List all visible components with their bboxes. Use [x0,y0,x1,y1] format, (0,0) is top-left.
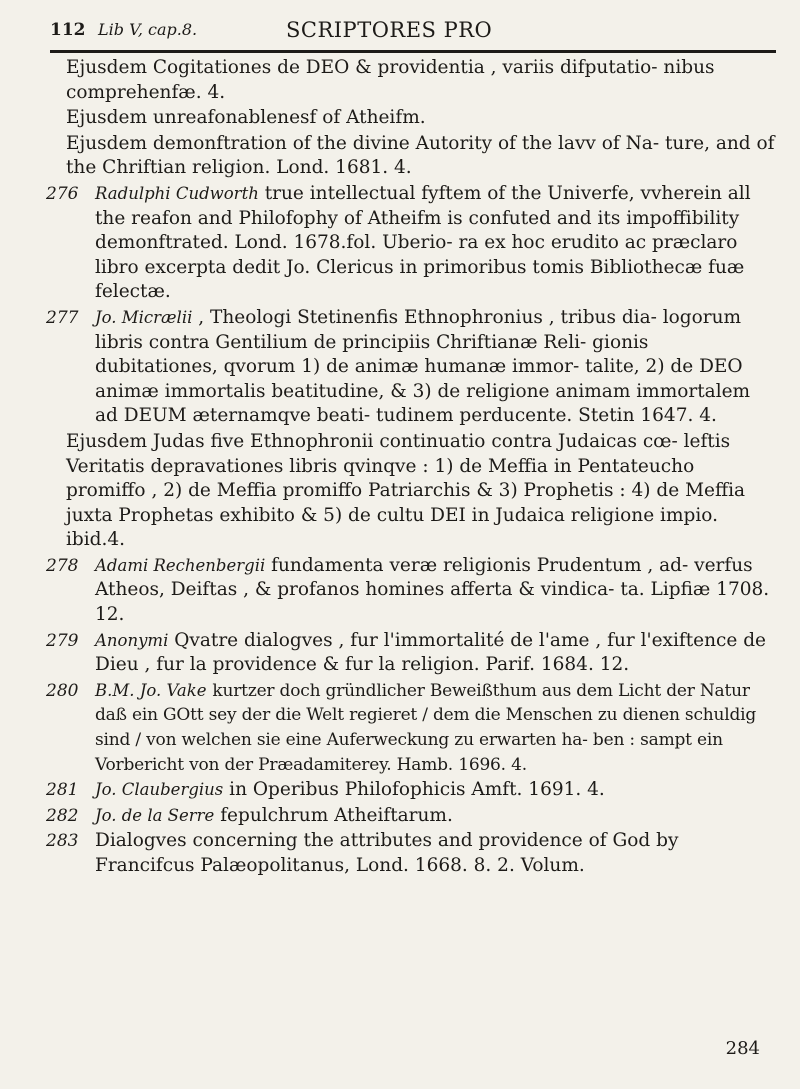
entry-text: Ejusdem unreafonablenesf of Atheifm. [66,107,426,129]
entry-text: Qvatre dialogves , fur l'immortalité de l'ame , fur l'exiftence de Dieu , fur la providence & fur la religion. Parif. 1684. 12. [95,629,767,676]
entry-number: 280 [46,680,79,701]
bibliography-entry [46,106,776,131]
entry-author: Jo. Micrælii [95,307,193,327]
entry-text: , Theologi Stetinenfis Ethnophronius , tribus dia- logorum libris contra Gentilium de principiis Chriftianæ Reli- gionis dubitationes, qvorum 1) de animæ humanæ immor- talite, 2) de DEO animæ immortalis beatitudine, & 3) de religione animam immortalem ad DEUM æternamqve beati- tudinem perducente. Stetin 1647. 4. [95,306,751,427]
entry-text: true intellectual fyftem of the Univerfe, vvherein all the reafon and Philofophy of Atheifm is confuted and its impoffibility demonftrated. Lond. 1678.fol. Uberio- ra ex hoc erudito ac præclaro libro excerpta dedit Jo. Clericus in primoribus tomis Bibliothecæ fuæ felectæ. [95,182,751,303]
bibliography-entry [46,306,776,429]
bibliography-list [46,56,776,880]
entry-text: Ejusdem demonftration of the divine Autority of the lavv of Na- ture, and of the Chriftian religion. Lond. 1681. 4. [66,132,775,179]
bibliography-entry [46,778,776,803]
bibliography-entry [46,629,776,678]
entry-text: Ejusdem Judas five Ethnophronii continuatio contra Judaicas cœ- leftis Veritatis depravationes libris qvinqve : 1) de Meffia in Pentateucho promiffo , 2) de Meffia promiffo Patriarchis & 3) Prophetis : 4) de Meffia juxta Prophetas exhibito & 5) de cultu DEI in Judaica religione impio. ibid.4. [66,430,746,551]
running-title: SCRIPTORES PRO [286,18,493,42]
entry-text: Dialogves concerning the attributes and providence of God by Francifcus Palæopolitanus, Lond. 1668. 8. 2. Volum. [95,830,679,876]
entry-author: Adami Rechenbergii [95,555,266,575]
entry-number: 283 [46,831,79,852]
bibliography-entry [46,56,776,105]
bibliography-entry [46,132,776,181]
entry-author: Anonymi [95,630,169,650]
bibliography-entry [46,554,776,628]
entry-number: 276 [46,183,79,204]
page-number: 112 [50,20,86,40]
entry-text: fepulchrum Atheiftarum. [220,804,453,826]
header-rule [50,50,776,53]
entry-text: in Operibus Philofophicis Amft. 1691. 4. [229,779,605,801]
entry-author: Radulphi Cudworth [95,183,259,203]
bibliography-entry [46,182,776,305]
running-header [50,12,770,54]
bibliography-entry [46,829,776,878]
entry-number: 279 [46,630,79,651]
entry-number: 278 [46,555,79,576]
entry-text: kurtzer doch gründlicher Beweißthum aus dem Licht der Natur daß ein GOtt sey der die Welt regieret / dem die Menschen zu dienen schuldig sind / von welchen sie eine Auferweckung zu erwarten ha- ben : sampt ein Vorbericht von der Præadamiterey. Hamb. 1696. 4. [95,680,757,775]
entry-number: 277 [46,307,79,328]
entry-author: B.M. Jo. Vake [95,680,207,700]
entry-number: 281 [46,780,79,801]
bibliography-entry [46,430,776,553]
entry-author: Jo. de la Serre [95,805,215,825]
entry-number: 282 [46,805,79,826]
book-chapter-reference: Lib V, cap.8. [98,20,198,39]
bibliography-entry [46,679,776,777]
catchword: 284 [725,1038,760,1059]
entry-text: fundamenta veræ religionis Prudentum , ad- verfus Atheos, Deiftas , & profanos homines afferta & vindica- ta. Lipfiæ 1708. 12. [95,554,770,626]
entry-text: Ejusdem Cogitationes de DEO & providentia , variis difputatio- nibus comprehenfæ. 4. [66,57,715,103]
bibliography-entry [46,804,776,829]
entry-author: Jo. Claubergius [95,780,224,800]
